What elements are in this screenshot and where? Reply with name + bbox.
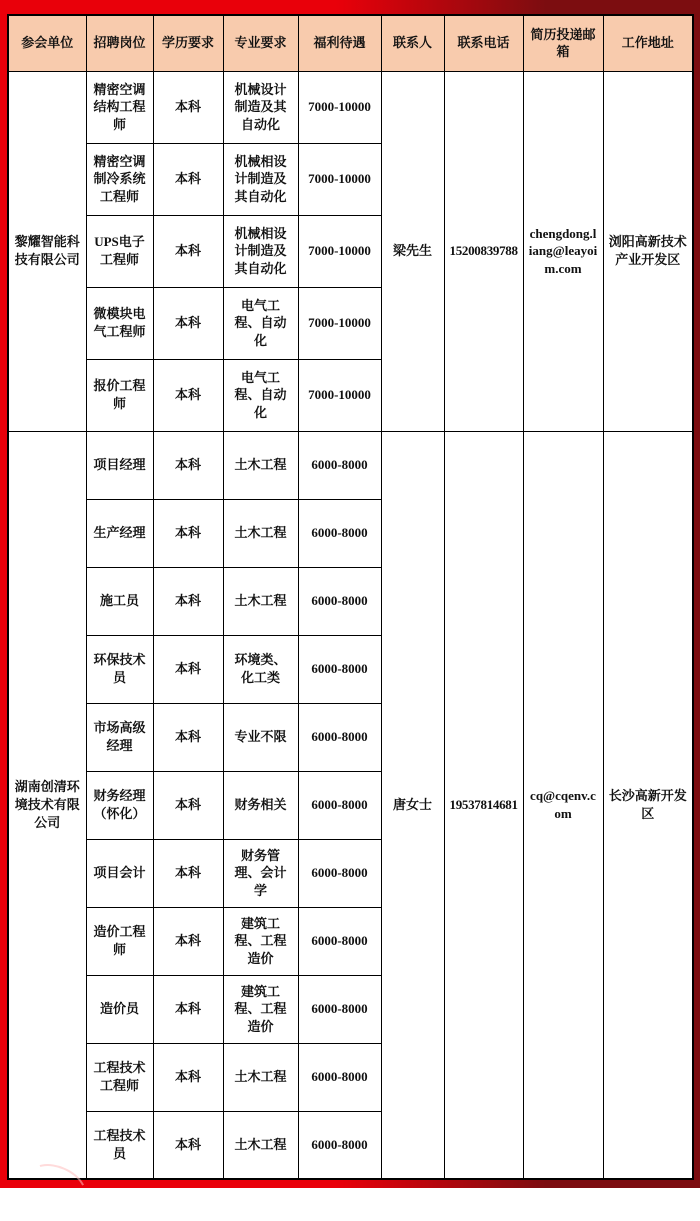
education-cell: 本科 — [153, 975, 223, 1043]
header-contact: 联系人 — [381, 15, 444, 71]
major-cell: 电气工程、自动化 — [223, 287, 298, 359]
salary-cell: 6000-8000 — [298, 635, 381, 703]
education-cell: 本科 — [153, 215, 223, 287]
work-address-cell: 浏阳高新技术产业开发区 — [603, 71, 693, 431]
education-cell: 本科 — [153, 287, 223, 359]
table-row — [8, 431, 693, 499]
education-cell: 本科 — [153, 703, 223, 771]
education-cell: 本科 — [153, 907, 223, 975]
major-cell: 建筑工程、工程造价 — [223, 907, 298, 975]
salary-cell: 6000-8000 — [298, 907, 381, 975]
salary-cell: 6000-8000 — [298, 1043, 381, 1111]
salary-cell: 6000-8000 — [298, 839, 381, 907]
salary-cell: 7000-10000 — [298, 215, 381, 287]
salary-cell: 7000-10000 — [298, 287, 381, 359]
salary-cell: 7000-10000 — [298, 143, 381, 215]
major-cell: 环境类、化工类 — [223, 635, 298, 703]
major-cell: 机械相设计制造及其自动化 — [223, 215, 298, 287]
education-cell: 本科 — [153, 499, 223, 567]
major-cell: 土木工程 — [223, 499, 298, 567]
contact-person-cell: 唐女士 — [381, 431, 444, 1179]
major-cell: 建筑工程、工程造价 — [223, 975, 298, 1043]
education-cell: 本科 — [153, 635, 223, 703]
salary-cell: 6000-8000 — [298, 771, 381, 839]
company-name-cell: 黎耀智能科技有限公司 — [8, 71, 86, 431]
education-cell: 本科 — [153, 771, 223, 839]
major-cell: 财务管理、会计学 — [223, 839, 298, 907]
header-email: 简历投递邮箱 — [523, 15, 603, 71]
position-cell: 精密空调结构工程师 — [86, 71, 153, 143]
recruitment-table — [7, 14, 694, 1180]
position-cell: 造价工程师 — [86, 907, 153, 975]
position-cell: UPS电子工程师 — [86, 215, 153, 287]
contact-phone-cell: 15200839788 — [444, 71, 523, 431]
major-cell: 土木工程 — [223, 431, 298, 499]
salary-cell: 6000-8000 — [298, 1111, 381, 1179]
work-address-cell: 长沙高新开发区 — [603, 431, 693, 1179]
header-address: 工作地址 — [603, 15, 693, 71]
position-cell: 财务经理（怀化） — [86, 771, 153, 839]
contact-phone-cell: 19537814681 — [444, 431, 523, 1179]
salary-cell: 6000-8000 — [298, 499, 381, 567]
position-cell: 市场高级经理 — [86, 703, 153, 771]
salary-cell: 6000-8000 — [298, 431, 381, 499]
major-cell: 机械设计制造及其自动化 — [223, 71, 298, 143]
position-cell: 环保技术员 — [86, 635, 153, 703]
major-cell: 机械相设计制造及其自动化 — [223, 143, 298, 215]
resume-email-cell: chengdong.liang@leayoim.com — [523, 71, 603, 431]
education-cell: 本科 — [153, 143, 223, 215]
header-salary: 福利待遇 — [298, 15, 381, 71]
header-position: 招聘岗位 — [86, 15, 153, 71]
header-education: 学历要求 — [153, 15, 223, 71]
education-cell: 本科 — [153, 71, 223, 143]
major-cell: 土木工程 — [223, 1043, 298, 1111]
education-cell: 本科 — [153, 431, 223, 499]
education-cell: 本科 — [153, 1043, 223, 1111]
education-cell: 本科 — [153, 1111, 223, 1179]
position-cell: 精密空调制冷系统工程师 — [86, 143, 153, 215]
major-cell: 土木工程 — [223, 567, 298, 635]
position-cell: 工程技术工程师 — [86, 1043, 153, 1111]
education-cell: 本科 — [153, 839, 223, 907]
major-cell: 专业不限 — [223, 703, 298, 771]
position-cell: 生产经理 — [86, 499, 153, 567]
company-name-cell: 湖南创清环境技术有限公司 — [8, 431, 86, 1179]
salary-cell: 7000-10000 — [298, 359, 381, 431]
header-major: 专业要求 — [223, 15, 298, 71]
position-cell: 微模块电气工程师 — [86, 287, 153, 359]
position-cell: 施工员 — [86, 567, 153, 635]
major-cell: 电气工程、自动化 — [223, 359, 298, 431]
education-cell: 本科 — [153, 567, 223, 635]
table-header-row — [8, 15, 693, 71]
resume-email-cell: cq@cqenv.com — [523, 431, 603, 1179]
major-cell: 土木工程 — [223, 1111, 298, 1179]
contact-person-cell: 梁先生 — [381, 71, 444, 431]
header-company: 参会单位 — [8, 15, 86, 71]
salary-cell: 6000-8000 — [298, 567, 381, 635]
header-phone: 联系电话 — [444, 15, 523, 71]
position-cell: 造价员 — [86, 975, 153, 1043]
position-cell: 项目会计 — [86, 839, 153, 907]
salary-cell: 7000-10000 — [298, 71, 381, 143]
major-cell: 财务相关 — [223, 771, 298, 839]
education-cell: 本科 — [153, 359, 223, 431]
position-cell: 工程技术员 — [86, 1111, 153, 1179]
salary-cell: 6000-8000 — [298, 975, 381, 1043]
table-row — [8, 71, 693, 143]
position-cell: 项目经理 — [86, 431, 153, 499]
salary-cell: 6000-8000 — [298, 703, 381, 771]
position-cell: 报价工程师 — [86, 359, 153, 431]
